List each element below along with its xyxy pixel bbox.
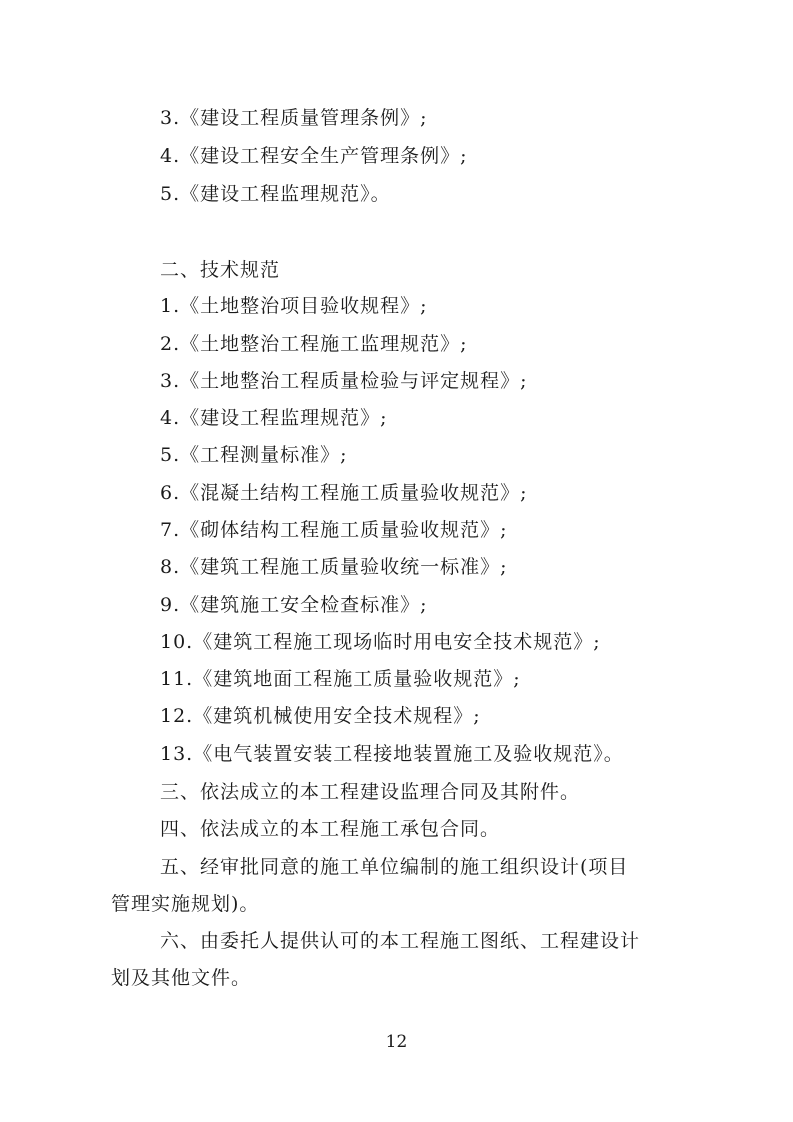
spec-item-2: 2.《土地整治工程施工监理规范》;	[160, 333, 468, 355]
basis-item-6-line-2: 划及其他文件。	[111, 967, 252, 989]
page-number: 12	[385, 1032, 408, 1052]
spec-item-7: 7.《砌体结构工程施工质量验收规范》;	[160, 519, 508, 541]
spec-item-6: 6.《混凝土结构工程施工质量验收规范》;	[160, 482, 528, 504]
spec-item-10: 10.《建筑工程施工现场临时用电安全技术规范》;	[160, 631, 601, 653]
regulation-item-4: 4.《建设工程安全生产管理条例》;	[160, 145, 468, 167]
regulation-item-3: 3.《建设工程质量管理条例》;	[160, 107, 428, 129]
basis-item-5-line-2: 管理实施规划)。	[111, 893, 260, 915]
spec-item-8: 8.《建筑工程施工质量验收统一标准》;	[160, 556, 508, 578]
spec-item-5: 5.《工程测量标准》;	[160, 444, 348, 466]
basis-item-3: 三、依法成立的本工程建设监理合同及其附件。	[160, 781, 581, 803]
section-heading-technical-specs: 二、技术规范	[160, 259, 281, 281]
spec-item-13: 13.《电气装置安装工程接地装置施工及验收规范》。	[160, 743, 624, 765]
spec-item-1: 1.《土地整治项目验收规程》;	[160, 295, 428, 317]
spec-item-4: 4.《建设工程监理规范》;	[160, 407, 388, 429]
spec-item-11: 11.《建筑地面工程施工质量验收规范》;	[160, 668, 521, 690]
spec-item-12: 12.《建筑机械使用安全技术规程》;	[160, 705, 481, 727]
spec-item-3: 3.《土地整治工程质量检验与评定规程》;	[160, 370, 528, 392]
basis-item-6-line-1: 六、由委托人提供认可的本工程施工图纸、工程建设计	[160, 930, 641, 952]
basis-item-4: 四、依法成立的本工程施工承包合同。	[160, 818, 501, 840]
basis-item-5-line-1: 五、经审批同意的施工单位编制的施工组织设计(项目	[160, 856, 629, 878]
spec-item-9: 9.《建筑施工安全检查标准》;	[160, 594, 428, 616]
regulation-item-5: 5.《建设工程监理规范》。	[160, 183, 391, 205]
